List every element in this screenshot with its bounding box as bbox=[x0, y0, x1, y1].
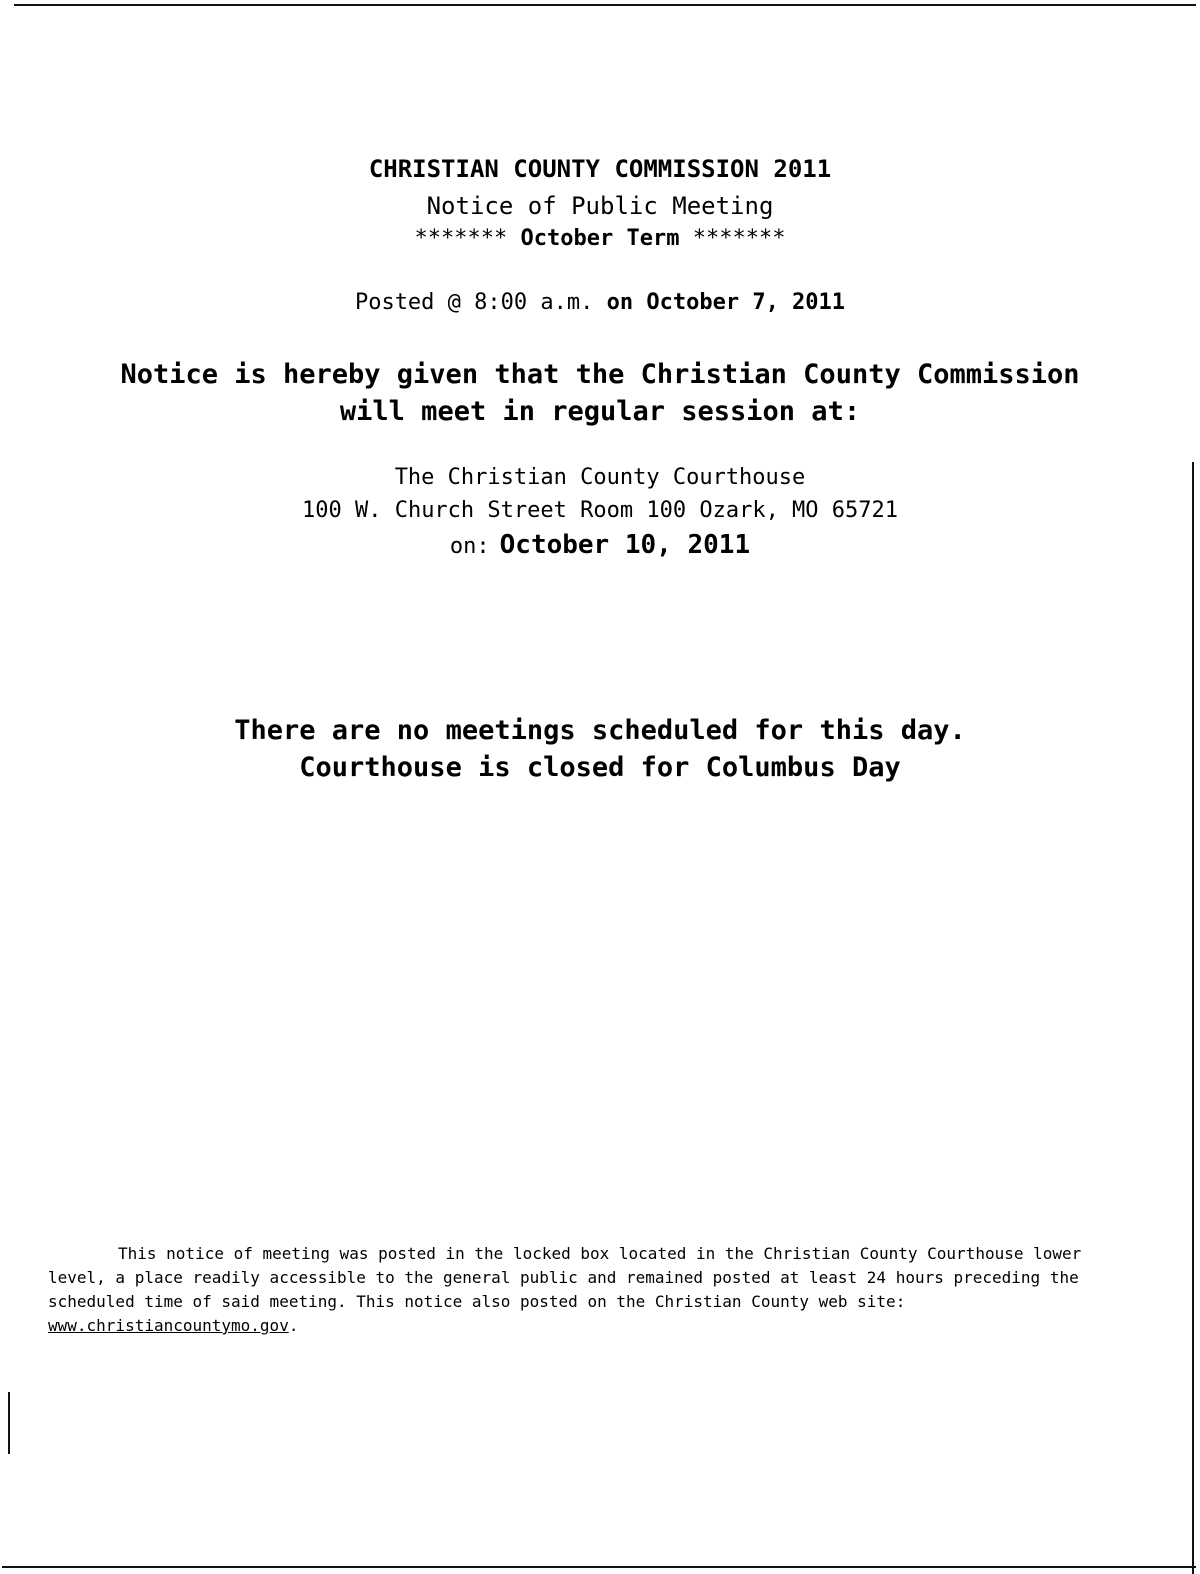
posted-date: on October 7, 2011 bbox=[606, 290, 846, 315]
no-meetings-message: There are no meetings scheduled for this day. bbox=[234, 715, 966, 746]
posting-notice-footer bbox=[48, 1242, 1148, 1338]
meeting-address: 100 W. Church Street Room 100 Ozark, MO 65721 bbox=[301, 498, 899, 523]
scan-border-bottom bbox=[2, 1566, 1196, 1568]
posted-line bbox=[0, 290, 1200, 315]
scan-border-right bbox=[1192, 462, 1194, 1574]
meeting-date-line bbox=[0, 530, 1200, 560]
scan-mark-left bbox=[8, 1392, 10, 1454]
footer-text: This notice of meeting was posted in the locked box located in the Christian County Courthouse lower level, a place readily accessible to the general public and remained posted at least 24 hours preceding the scheduled time of said meeting. This notice also posted on the Christian County web site: bbox=[48, 1244, 1082, 1311]
on-label: on: bbox=[449, 534, 490, 559]
notice-line-2: will meet in regular session at: bbox=[339, 396, 861, 427]
term-stars-left: ******* bbox=[414, 226, 508, 251]
document-title: CHRISTIAN COUNTY COMMISSION 2011 bbox=[368, 155, 832, 183]
term-line bbox=[0, 226, 1200, 251]
notice-line-1: Notice is hereby given that the Christian County Commission bbox=[120, 359, 1080, 390]
posted-prefix: Posted @ 8:00 a.m. bbox=[354, 290, 594, 315]
courthouse-closed-message: Courthouse is closed for Columbus Day bbox=[299, 752, 901, 783]
term-label: October Term bbox=[520, 226, 680, 251]
document-subtitle: Notice of Public Meeting bbox=[426, 192, 774, 220]
footer-end-punct: . bbox=[288, 1316, 299, 1335]
website-link[interactable]: www.christiancountymo.gov bbox=[48, 1316, 289, 1335]
meeting-place: The Christian County Courthouse bbox=[394, 465, 806, 490]
footer-paragraph bbox=[48, 1242, 1148, 1338]
scan-border-top bbox=[14, 4, 1196, 6]
meeting-date: October 10, 2011 bbox=[499, 530, 751, 560]
term-stars-right: ******* bbox=[692, 226, 786, 251]
